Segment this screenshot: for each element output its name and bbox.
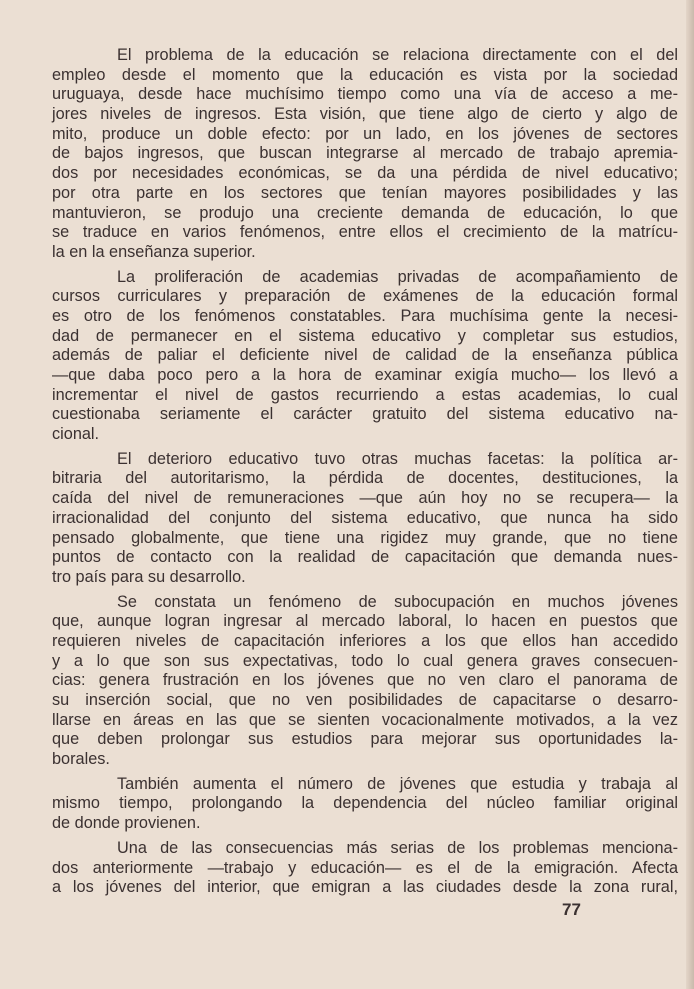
text-line: pensado globalmente, que tiene una rigidez muy grande, que no tiene [52, 528, 678, 547]
text-line: irracionalidad del conjunto del sistema educativo, que nunca ha sido [52, 508, 678, 527]
text-line: mito, produce un doble efecto: por un lado, en los jóvenes de sectores [52, 124, 678, 143]
text-line: empleo desde el momento que la educación es vista por la sociedad [52, 65, 678, 84]
text-line: Una de las consecuencias más serias de los problemas menciona- [117, 838, 678, 857]
text-line: de bajos ingresos, que buscan integrarse al mercado de trabajo apremia- [52, 144, 678, 163]
text-line: requieren niveles de capacitación inferiores a los que ellos han accedido [52, 631, 678, 650]
text-line: además de paliar el deficiente nivel de calidad de la enseñanza pública [52, 346, 678, 365]
text-line: llarse en áreas en las que se sienten vocacionalmente motivados, a la vez [52, 710, 678, 729]
text-line: que, aunque logran ingresar al mercado laboral, lo hacen en puestos que [52, 612, 678, 631]
text-line: su inserción social, que no ven posibilidades de capacitarse o desarro- [52, 691, 678, 709]
text-line: mantuvieron, se produjo una creciente demanda de educación, lo que [52, 203, 678, 222]
paragraph [52, 450, 678, 588]
text-line: dos por necesidades económicas, se da una pérdida de nivel educativo; [52, 164, 678, 183]
text-line: bitraria del autoritarismo, la pérdida de docentes, destituciones, la [52, 469, 678, 488]
text-line: uruguaya, desde hace muchísimo tiempo como una vía de acceso a me- [52, 85, 678, 104]
body-text [52, 46, 678, 903]
text-line: la en la enseñanza superior. [52, 242, 256, 261]
text-line: de donde provienen. [52, 814, 201, 833]
paragraph [52, 593, 678, 770]
text-line: es otro de los fenómenos constatables. Para muchísima gente la necesi- [52, 306, 678, 325]
text-line: y a lo que son sus expectativas, todo lo cual genera graves consecuen- [52, 651, 678, 670]
text-line: a los jóvenes del interior, que emigran a las ciudades desde la zona rural, [52, 878, 678, 897]
text-line: También aumenta el número de jóvenes que estudia y trabaja al [117, 774, 678, 793]
text-line: borales. [52, 750, 110, 769]
text-line: mismo tiempo, prolongando la dependencia del núcleo familiar original [52, 794, 678, 813]
text-line: jores niveles de ingresos. Esta visión, que tiene algo de cierto y algo de [52, 105, 678, 124]
text-line: cias: genera frustración en los jóvenes que no ven claro el panorama de [52, 671, 678, 690]
text-line: se traduce en varios fenómenos, entre ellos el crecimiento de la matrícu- [52, 223, 678, 242]
paragraph [52, 839, 678, 898]
page-number: 77 [562, 900, 581, 919]
text-line: incrementar el nivel de gastos recurriendo a estas academias, lo cual [52, 385, 678, 404]
paragraph [52, 268, 678, 445]
text-line: El deterioro educativo tuvo otras muchas facetas: la política ar- [117, 449, 678, 468]
text-line: El problema de la educación se relaciona directamente con el del [117, 46, 678, 64]
text-line: La proliferación de academias privadas de acompañamiento de [117, 267, 678, 286]
text-line: cursos curriculares y preparación de exámenes de la educación formal [52, 287, 678, 306]
text-line: cional. [52, 425, 100, 444]
text-line: dos anteriormente —trabajo y educación— es el de la emigración. Afecta [52, 858, 678, 877]
text-line: por otra parte en los sectores que tenían mayores posibilidades y las [52, 183, 678, 202]
text-line: que deben prolongar sus estudios para mejorar sus oportunidades la- [52, 730, 678, 749]
text-line: dad de permanecer en el sistema educativo y completar sus estudios, [52, 326, 678, 345]
paragraph [52, 46, 678, 263]
text-line: caída del nivel de remuneraciones —que aún hoy no se recupera— la [52, 489, 678, 508]
text-line: Se constata un fenómeno de subocupación en muchos jóvenes [117, 592, 678, 611]
text-line: —que daba poco pero a la hora de examinar exigía mucho— los llevó a [52, 366, 678, 384]
page-edge-shadow [686, 0, 694, 989]
text-line: tro país para su desarrollo. [52, 567, 246, 586]
text-line: puntos de contacto con la realidad de capacitación que demanda nues- [52, 548, 678, 567]
text-line: cuestionaba seriamente el carácter gratuito del sistema educativo na- [52, 405, 678, 424]
paragraph [52, 775, 678, 834]
